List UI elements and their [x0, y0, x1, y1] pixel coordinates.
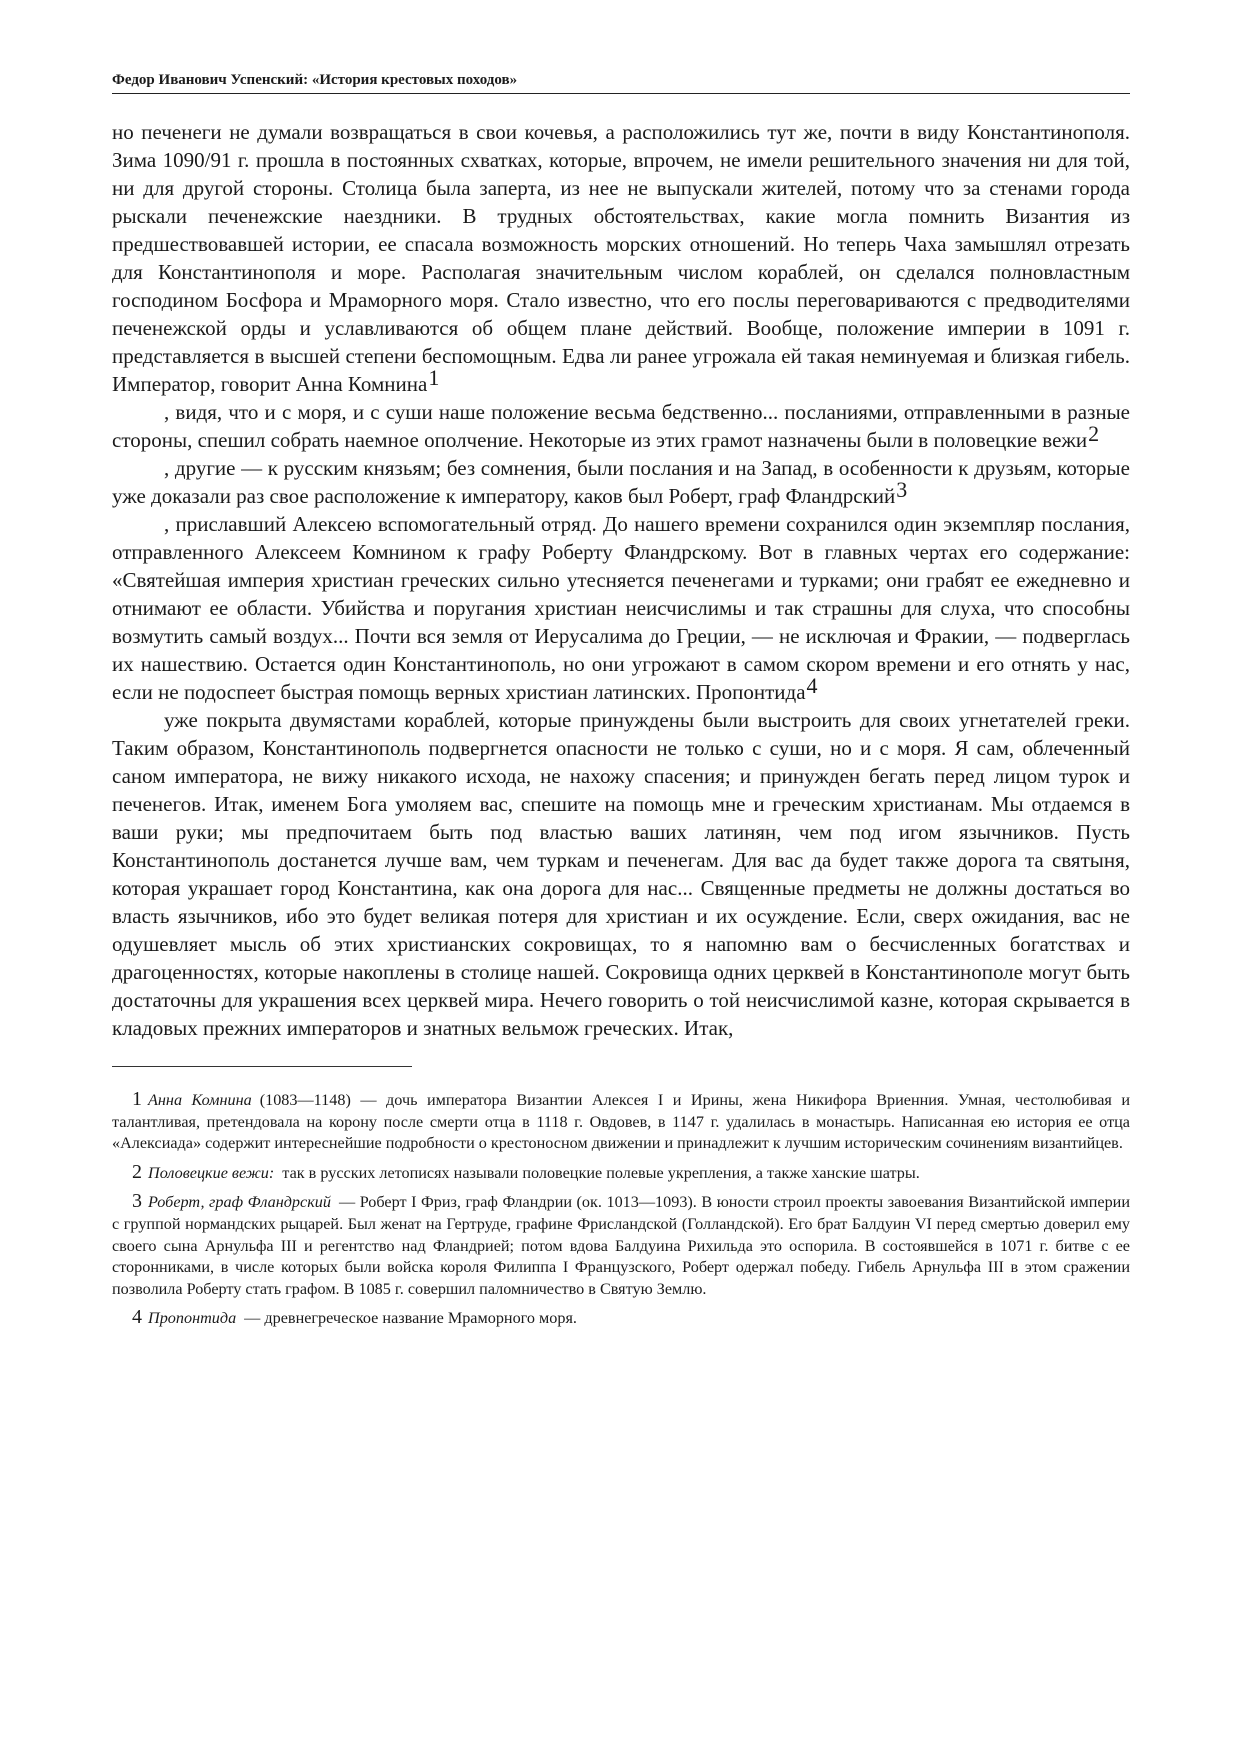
paragraph-text: но печенеги не думали возвращаться в свои кочевья, а расположились тут же, почти в виду Константинополя. Зима 1090/91 г. прошла в постоянных схватках, которые, впрочем, не имели решительного значения ни для той, ни для другой стороны. Столица была заперта, из нее не выпускали жителей, потому что за стенами города рыскали печенежские наездники. В трудных обстоятельствах, какие могла помнить Византия из предшествовавшей истории, ее спасала возможность морских отношений. Но теперь Чаха замышлял отрезать для Константинополя и море. Располагая значительным числом кораблей, он сделался полновластным господином Босфора и Мраморного моря. Стало известно, что его послы переговариваются с предводителями печенежской орды и уславливаются об общем плане действий. Вообще, положение империи в 1091 г. представляется в высшей степени беспомощным. Едва ли ранее угрожала ей такая неминуемая и близкая гибель. Император, говорит Анна Комнина — [112, 120, 1130, 396]
footnotes — [112, 1089, 1130, 1330]
paragraph — [112, 398, 1130, 454]
footnote-reference[interactable]: 4 — [806, 673, 818, 698]
main-text — [112, 118, 1130, 1042]
running-header: Федор Иванович Успенский: «История крестовых походов» — [112, 70, 1130, 94]
footnote-number: 2 — [132, 1160, 142, 1183]
paragraph — [112, 510, 1130, 706]
paragraph-text: уже покрыта двумястами кораблей, которые принуждены были выстроить для своих угнетателей греки. Таким образом, Константинополь подвергнется опасности не только с суши, но и с моря. Я сам, облеченный саном императора, не вижу никакого исхода, не нахожу спасения; и принужден бегать перед лицом турок и печенегов. Итак, именем Бога умоляем вас, спешите на помощь мне и греческим христианам. Мы отдаемся в ваши руки; мы предпочитаем быть под властью ваших латинян, чем под игом язычников. Пусть Константинополь достанется лучше вам, чем туркам и печенегам. Для вас да будет также дорога та святыня, которая украшает город Константина, как она дорога для нас... Священные предметы не должны достаться во власть язычников, ибо это будет великая потеря для христиан и их осуждение. Если, сверх ожидания, вас не одушевляет мысль об этих христианских сокровищах, то я напомню вам о бесчисленных богатствах и драгоценностях, которые накоплены в столице нашей. Сокровища одних церквей в Константинополе могут быть достаточны для украшения всех церквей мира. Нечего говорить о той неисчислимой казне, которая скрывается в кладовых прежних императоров и знатных вельмож греческих. Итак, — [112, 708, 1130, 1040]
footnote-number: 1 — [132, 1088, 142, 1110]
document-page — [112, 70, 1130, 1337]
paragraph-text: , другие — к русским князьям; без сомнения, были послания и на Запад, в особенности к друзьям, которые уже доказали раз свое расположение к императору, каков был Роберт, граф Фландрский — [112, 456, 1130, 508]
footnote-reference[interactable]: 3 — [896, 477, 908, 502]
footnote-text: так в русских летописях называли половецкие полевые укрепления, а также ханские шатры. — [282, 1163, 920, 1182]
footnote-text: (1083—1148) — дочь императора Византии Алексея I и Ирины, жена Никифора Вриенния. Умная, честолюбивая и талантливая, претендовала на корону после смерти отца в 1118 г. Овдовев, в 1147 г. удалилась в монастырь. Написанная ею история ее отца «Алексиада» содержит интереснейшие подробности о крестоносном движении и принадлежит к лучшим историческим сочинениям византийцев. — [112, 1091, 1130, 1153]
footnote-term: Анна Комнина — [148, 1091, 252, 1109]
footnote-divider — [112, 1066, 412, 1067]
footnote-reference[interactable]: 2 — [1088, 421, 1100, 446]
paragraph-text: , приславший Алексею вспомогательный отряд. До нашего времени сохранился один экземпляр послания, отправленного Алексеем Комнином к графу Роберту Фландрскому. Вот в главных чертах его содержание: «Святейшая империя христиан греческих сильно утесняется печенегами и турками; они грабят ее ежедневно и отнимают ее области. Убийства и поругания христиан неисчислимы и так страшны для слуха, что способны возмутить самый воздух... Почти вся земля от Иерусалима до Греции, — не исключая и Фракии, — подверглась их нашествию. Остается один Константинополь, но они угрожают в самом скором времени и его отнять у нас, если не подоспеет быстрая помощь верных христиан латинских. Пропонтида — [112, 512, 1130, 704]
footnote-term: Половецкие вежи: — [148, 1163, 275, 1182]
footnote-reference[interactable]: 1 — [428, 365, 440, 390]
footnote-term: Роберт, граф Фландрский — [148, 1193, 331, 1212]
paragraph — [112, 706, 1130, 1042]
footnote — [112, 1162, 1130, 1185]
footnote-term: Пропонтида — [148, 1309, 237, 1328]
paragraph-text: , видя, что и с моря, и с суши наше положение весьма бедственно... посланиями, отправленными в разные стороны, спешил собрать наемное ополчение. Некоторые из этих грамот назначены были в половецкие вежи — [112, 400, 1130, 452]
footnote-text: — древнегреческое название Мраморного моря. — [244, 1309, 577, 1328]
footnote — [112, 1191, 1130, 1300]
footnote-number: 3 — [132, 1190, 142, 1213]
paragraph — [112, 118, 1130, 398]
footnote — [112, 1089, 1130, 1155]
footnote-text: — Роберт I Фриз, граф Фландрии (ок. 1013—1093). В юности строил проекты завоевания Византийской империи с группой нормандских рыцарей. Был женат на Гертруде, графине Фрисландской (Голландской). Его брат Балдуин VI перед смертью доверил ему своего сына Арнульфа III и регентство над Фландрией; потом вдова Балдуина Рихильда это оспорила. В состоявшейся в 1071 г. битве с ее сторонниками, в числе которых были войска короля Филиппа I Французского, Роберт одержал победу. Гибель Арнульфа III в этом сражении позволила Роберту стать графом. В 1085 г. совершил паломничество в Святую Землю. — [112, 1193, 1130, 1298]
paragraph — [112, 454, 1130, 510]
footnote — [112, 1307, 1130, 1330]
footnote-number: 4 — [132, 1306, 142, 1329]
